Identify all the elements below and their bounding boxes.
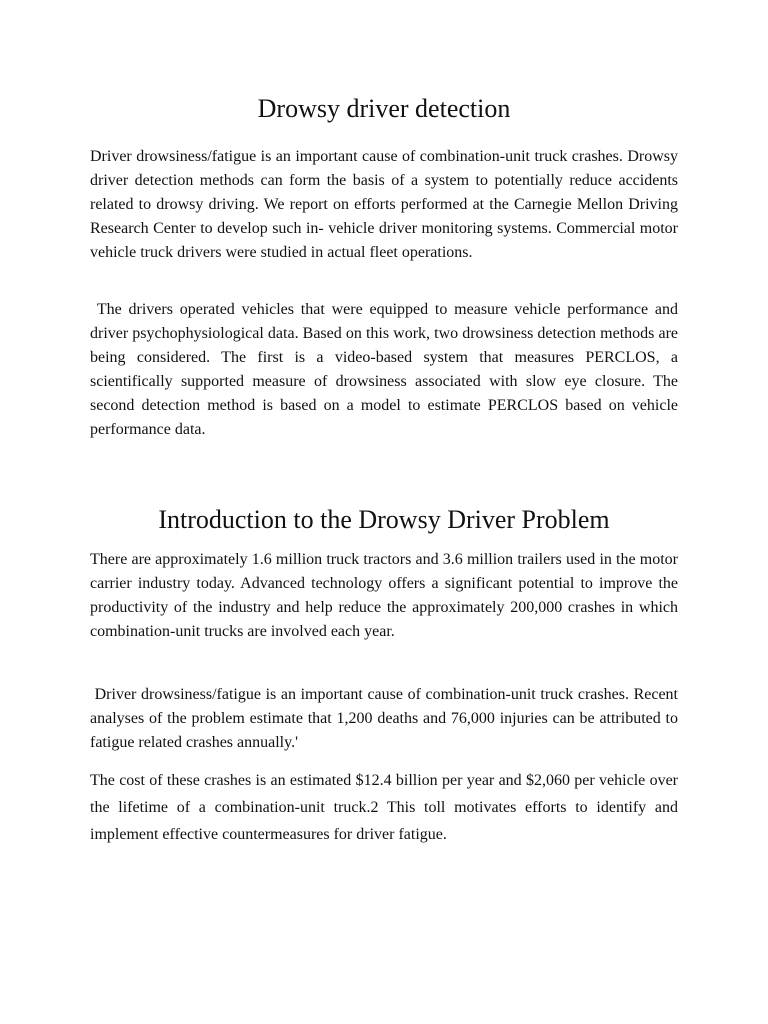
paragraph-crash-costs: The cost of these crashes is an estimated $12.4 billion per year and $2,060 per vehicle over the lifetime of a combination-unit truck.2 This toll motivates efforts to identify and implement effective countermeasures for driver fatigue.	[90, 772, 682, 843]
paragraph-intro-drowsiness: Driver drowsiness/fatigue is an important cause of combination-unit truck crashes. Drowsy driver detection methods can form the basis of a system to potentially reduce accidents related to drowsy driving. We report on efforts performed at the Carnegie Mellon Driving Research Center to develop such in- vehicle driver monitoring systems. Commercial motor vehicle truck drivers were studied in actual fleet operations.	[90, 148, 682, 261]
paragraph-fatigue-casualties: Driver drowsiness/fatigue is an important cause of combination-unit truck crashes. Recent analyses of the problem estimate that 1,200 deaths and 76,000 injuries can be attributed to fatigue related crashes annually.'	[90, 686, 682, 751]
paragraph-truck-statistics: There are approximately 1.6 million truck tractors and 3.6 million trailers used in the motor carrier industry today. Advanced technology offers a significant potential to improve the productivity of the industry and help reduce the approximately 200,000 crashes in which combination-unit trucks are involved each year.	[90, 551, 682, 640]
section-title-drowsy-driver-detection: Drowsy driver detection	[257, 94, 511, 123]
paragraph-detection-methods: The drivers operated vehicles that were equipped to measure vehicle performance and driver psychophysiological data. Based on this work, two drowsiness detection methods are being considered. The first is a video-based system that measures PERCLOS, a scientifically supported measure of drowsiness associated with slow eye closure. The second detection method is based on a model to estimate PERCLOS based on vehicle performance data.	[90, 301, 683, 438]
section-title-drowsy-driver-problem: Introduction to the Drowsy Driver Problem	[158, 505, 610, 534]
